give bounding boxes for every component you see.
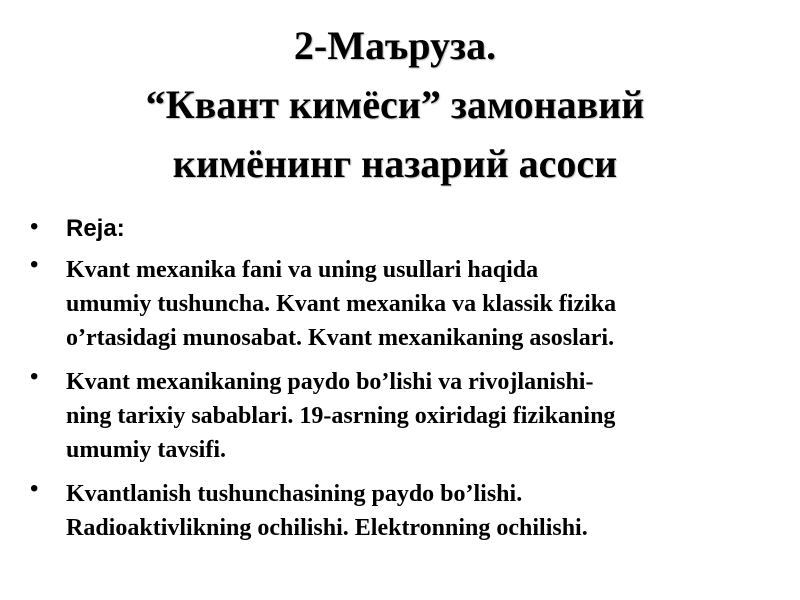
bullet-item-2: [30, 365, 790, 467]
bullet-item-1-line-3: o’rtasidagi munosabat. Kvant mexanikaning asoslari.: [66, 325, 615, 351]
bullet-plan: [30, 207, 790, 253]
bullet-item-1-line-2: umumiy tushuncha. Kvant mexanika va klassik fizika: [66, 291, 617, 317]
bullet-item-1: [30, 253, 790, 355]
bullet-item-3: [30, 477, 790, 545]
plan-label: Reja:: [66, 215, 125, 242]
title-line-1: 2-Маъруза.: [293, 23, 497, 68]
bullet-item-3-line-1: Kvantlanish tushunchasining paydo bo’lishi.: [66, 481, 523, 507]
bullet-item-3-line-2: Radioaktivlikning ochilishi. Elektronning ochilishi.: [66, 515, 588, 541]
bullet-list: [30, 207, 790, 555]
bullet-item-1-text: [66, 253, 790, 355]
title-line-2: “Квант кимёси” замонавий: [145, 82, 645, 127]
title-line-3: кимёнинг назарий асоси: [172, 141, 618, 186]
slide-title: [0, 16, 790, 193]
bullet-item-3-text: [66, 477, 790, 545]
bullet-dot: •: [30, 213, 39, 240]
bullet-item-1-line-1: Kvant mexanika fani va uning usullari haqida: [66, 257, 539, 283]
bullet-dot: •: [30, 363, 39, 390]
bullet-dot: •: [30, 251, 39, 278]
bullet-item-2-text: [66, 365, 790, 467]
bullet-item-2-line-2: ning tarixiy sabablari. 19-asrning oxiridagi fizikaning: [66, 403, 616, 429]
bullet-dot: •: [30, 475, 39, 502]
bullet-item-2-line-1: Kvant mexanikaning paydo bo’lishi va rivojlanishi-: [66, 369, 594, 395]
bullet-item-2-line-3: umumiy tavsifi.: [66, 437, 227, 463]
